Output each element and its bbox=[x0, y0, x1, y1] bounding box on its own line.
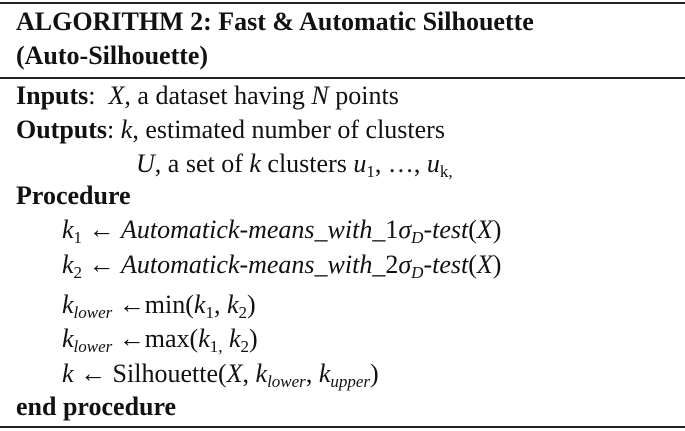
algorithm-title-line1: ALGORITHM 2: Fast & Automatic Silhouette bbox=[16, 7, 534, 36]
procedure-step-3: $k_{lower}$ $\leftarrow\min(k_1$, $k_2$) bbox=[62, 290, 256, 322]
outputs-line bbox=[16, 114, 445, 146]
bottom-rule bbox=[0, 426, 685, 428]
algorithm-title-line2: (Auto-Silhouette) bbox=[16, 41, 209, 70]
inputs-line bbox=[16, 80, 399, 112]
procedure-step-4: $k_{lower}$ $\leftarrow\max(k_{1,}$ $k_2$) bbox=[62, 324, 258, 356]
outputs-text: : k, estimated number of clusters bbox=[107, 115, 445, 144]
inputs-text: : X, a dataset having N points bbox=[88, 81, 399, 110]
procedure-label: Procedure bbox=[16, 181, 131, 210]
top-rule bbox=[0, 2, 685, 4]
procedure-step-5: k ← Silhouette(X, $k_{lower}$, $k_{upper}$) bbox=[62, 359, 379, 391]
procedure-step-1: $k_1$ ← Automatick-$means\_with\_1\sigma_D-test(X)$ bbox=[62, 215, 502, 247]
end-procedure-label: end procedure bbox=[16, 392, 177, 421]
outputs-line-2: U, a set of k clusters $u_1$, …, $u_{k,}$ bbox=[136, 149, 453, 181]
inputs-label: Inputs bbox=[16, 81, 89, 110]
header-rule bbox=[0, 77, 685, 79]
outputs-label: Outputs bbox=[16, 115, 108, 144]
procedure-step-2: $k_2$ ← Automatick-$means\_with\_2\sigma_D-test(X)$ bbox=[62, 250, 502, 282]
